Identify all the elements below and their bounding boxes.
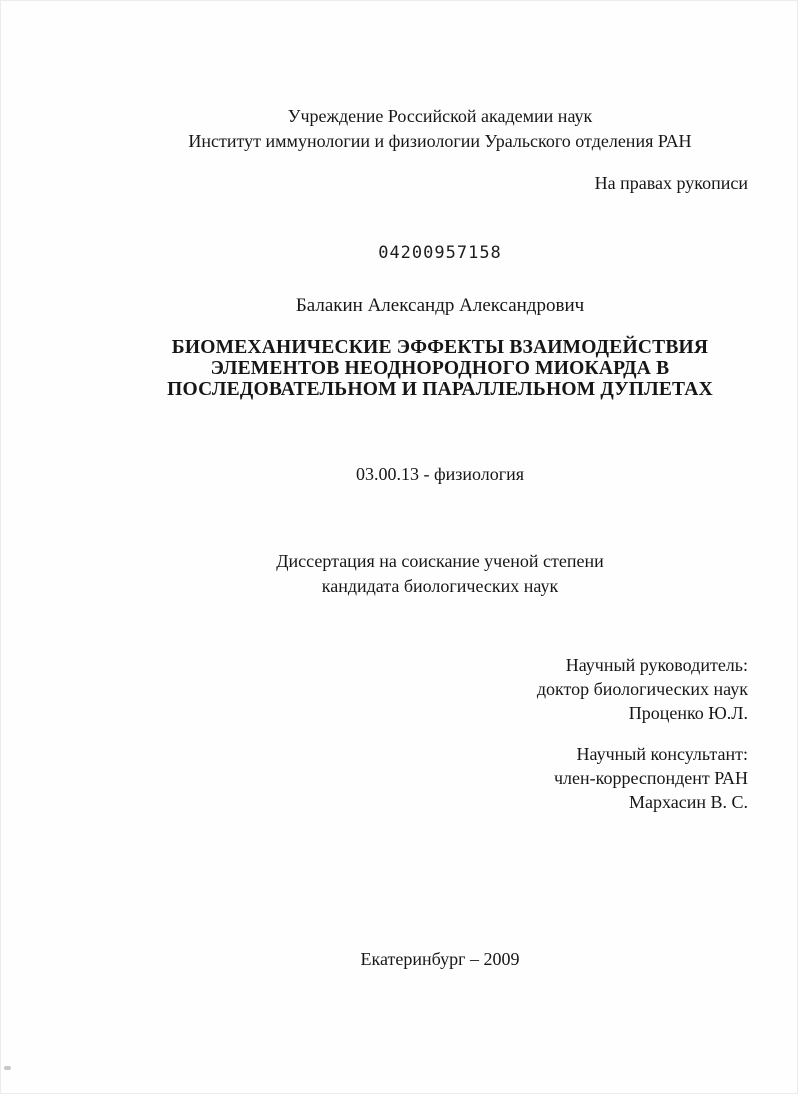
supervisor-degree: доктор биологических наук: [536, 679, 748, 699]
consultant-degree: член-корреспондент РАН: [553, 768, 748, 788]
title-line-3: ПОСЛЕДОВАТЕЛЬНОМ И ПАРАЛЛЕЛЬНОМ ДУПЛЕТАХ: [167, 379, 713, 400]
manuscript-rights-note: На правах рукописи: [594, 173, 748, 193]
institution-line-2: Институт иммунологии и физиологии Уральского отделения РАН: [188, 131, 692, 151]
scan-speck-artifact: [4, 1066, 11, 1070]
city-and-year: Екатеринбург – 2009: [360, 949, 520, 969]
title-line-1: БИОМЕХАНИЧЕСКИЕ ЭФФЕКТЫ ВЗАИМОДЕЙСТВИЯ: [171, 337, 709, 358]
title-line-2: ЭЛЕМЕНТОВ НЕОДНОРОДНОГО МИОКАРДА В: [210, 358, 670, 379]
supervisor-name: Проценко Ю.Л.: [628, 703, 748, 723]
specialty-code: 03.00.13 - физиология: [355, 464, 525, 484]
thesis-type-line-2: кандидата биологических наук: [321, 576, 559, 596]
author-name: Балакин Александр Александрович: [295, 295, 585, 316]
consultant-block: [84, 742, 796, 814]
dissertation-title: [84, 337, 796, 400]
supervisor-label: Научный руководитель:: [565, 655, 748, 675]
consultant-label: Научный консультант:: [576, 744, 748, 764]
thesis-type: [84, 549, 796, 599]
institution-line-1: Учреждение Российской академии наук: [287, 106, 593, 126]
thesis-type-line-1: Диссертация на соискание ученой степени: [276, 551, 604, 571]
supervisor-block: [84, 653, 796, 725]
institution-header: [84, 104, 796, 154]
consultant-name: Мархасин В. С.: [628, 792, 748, 812]
registration-number: 04200957158: [378, 243, 502, 263]
